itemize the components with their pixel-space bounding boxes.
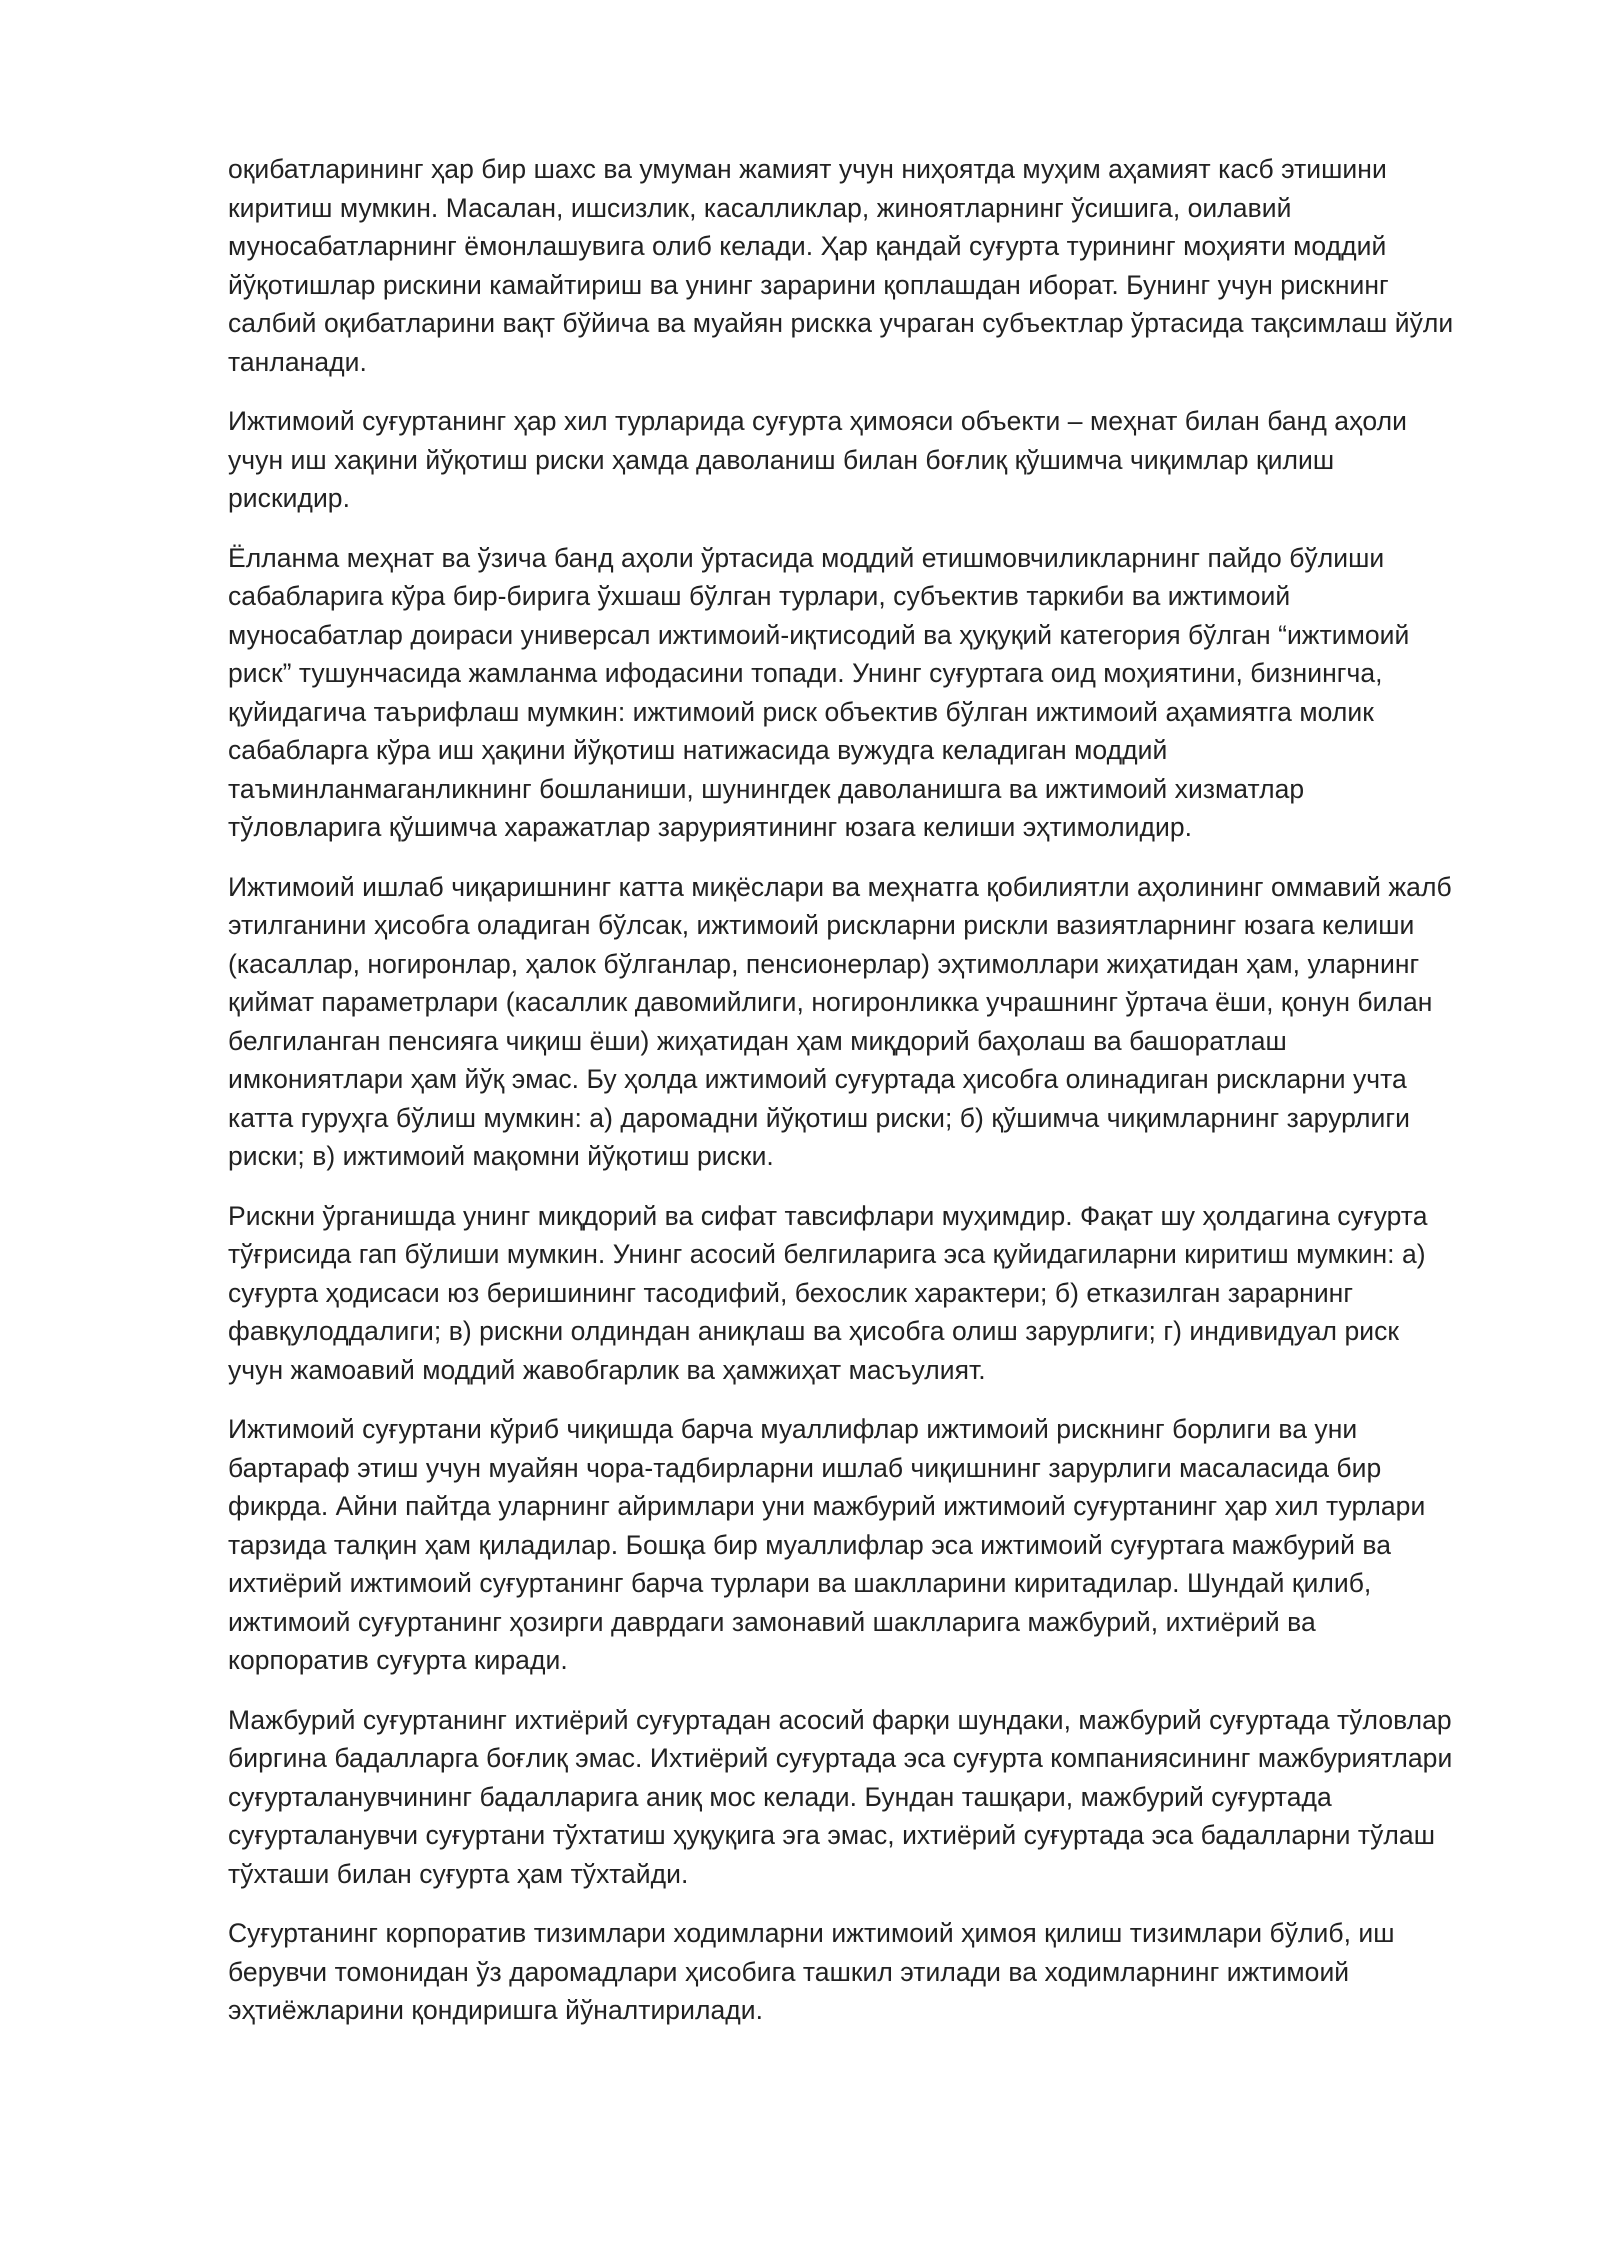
paragraph-1: оқибатларининг ҳар бир шахс ва умуман жамият учун ниҳоятда муҳим аҳамият касб этишини киритиш мумкин. Масалан, ишсизлик, касалликлар, жиноятларнинг ўсишига, оилавий муносабатларнинг ёмонлашувига олиб келади. Ҳар қандай суғурта турининг моҳияти моддий йўқотишлар рискини камайтириш ва унинг зарарини қоплашдан иборат. Бунинг учун рискнинг салбий оқибатларини вақт бўйича ва муайян рискка учраган субъектлар ўртасида тақсимлаш йўли танланади. bbox=[228, 154, 1454, 377]
paragraph-4: Ижтимоий ишлаб чиқаришнинг катта миқёслари ва меҳнатга қобилиятли аҳолининг оммавий жалб этилганини ҳисобга оладиган бўлсак, ижтимоий рискларни рискли вазиятларнинг юзага келиши (касаллар, ногиронлар, ҳалок бўлганлар, пенсионерлар) эҳтимоллари жиҳатидан ҳам, уларнинг қиймат параметрлари (касаллик давомийлиги, ногиронликка учрашнинг ўртача ёши, қонун билан белгиланган пенсияга чиқиш ёши) жиҳатидан ҳам миқдорий баҳолаш ва башоратлаш имкониятлари ҳам йўқ эмас. Бу ҳолда ижтимоий суғуртада ҳисобга олинадиган рискларни учта катта гуруҳга бўлиш мумкин: а) даромадни йўқотиш риски; б) қўшимча чиқимларнинг зарурлиги риски; в) ижтимоий мақомни йўқотиш риски. bbox=[228, 871, 1452, 1171]
document-page bbox=[228, 150, 1460, 2051]
paragraph-2: Ижтимоий суғуртанинг ҳар хил турларида суғурта ҳимояси объекти – меҳнат билан банд аҳоли учун иш хақини йўқотиш риски ҳамда даволаниш билан боғлиқ қўшимча чиқимлар қилиш рискидир. bbox=[228, 406, 1407, 513]
paragraph-7: Мажбурий суғуртанинг ихтиёрий суғуртадан асосий фарқи шундаки, мажбурий суғуртада тўловлар биргина бадалларга боғлиқ эмас. Ихтиёрий суғуртада эса суғурта компаниясининг мажбуриятлари суғурталанувчининг бадалларига аниқ мос келади. Бундан ташқари, мажбурий суғуртада суғурталанувчи суғуртани тўхтатиш ҳуқуқига эга эмас, ихтиёрий суғуртада эса бадалларни тўлаш тўхташи билан суғурта ҳам тўхтайди. bbox=[228, 1704, 1453, 1889]
paragraph-8: Суғуртанинг корпоратив тизимлари ходимларни ижтимоий ҳимоя қилиш тизимлари бўлиб, иш берувчи томонидан ўз даромадлари ҳисобига ташкил этилади ва ходимларнинг ижтимоий эҳтиёжларини қондиришга йўналтирилади. bbox=[228, 1918, 1395, 2025]
paragraph-5: Рискни ўрганишда унинг миқдорий ва сифат тавсифлари муҳимдир. Фақат шу ҳолдагина суғурта тўғрисида гап бўлиши мумкин. Унинг асосий белгиларига эса қуйидагиларни киритиш мумкин: а) суғурта ҳодисаси юз беришининг тасодифий, бехослик характери; б) етказилган зарарнинг фавқулоддалиги; в) рискни олдиндан аниқлаш ва ҳисобга олиш зарурлиги; г) индивидуал риск учун жамоавий моддий жавобгарлик ва ҳамжиҳат масъулият. bbox=[228, 1200, 1428, 1385]
paragraph-6: Ижтимоий суғуртани кўриб чиқишда барча муаллифлар ижтимоий рискнинг борлиги ва уни бартараф этиш учун муайян чора-тадбирларни ишлаб чиқишнинг зарурлиги масаласида бир фикрда. Айни пайтда уларнинг айримлари уни мажбурий ижтимоий суғуртанинг ҳар хил турлари тарзида талқин ҳам қиладилар. Бошқа бир муаллифлар эса ижтимоий суғуртага мажбурий ва ихтиёрий ижтимоий суғуртанинг барча турлари ва шаклларини киритадилар. Шундай қилиб, ижтимоий суғуртанинг ҳозирги даврдаги замонавий шаклларига мажбурий, ихтиёрий ва корпоратив суғурта киради. bbox=[228, 1414, 1426, 1675]
paragraph-3: Ёлланма меҳнат ва ўзича банд аҳоли ўртасида моддий етишмовчиликларнинг пайдо бўлиши сабабларига кўра бир-бирига ўхшаш бўлган турлари, субъектив таркиби ва ижтимоий муносабатлар доираси универсал ижтимоий-иқтисодий ва ҳуқуқий категория бўлган “ижтимоий риск” тушунчасида жамланма ифодасини топади. Унинг суғуртага оид моҳиятини, бизнингча, қуйидагича таърифлаш мумкин: ижтимоий риск объектив бўлган ижтимоий аҳамиятга молик сабабларга кўра иш ҳақини йўқотиш натижасида вужудга келадиган моддий таъминланмаганликнинг бошланиши, шунингдек даволанишга ва ижтимоий хизматлар тўловларига қўшимча харажатлар заруриятининг юзага келиши эҳтимолидир. bbox=[228, 542, 1410, 842]
